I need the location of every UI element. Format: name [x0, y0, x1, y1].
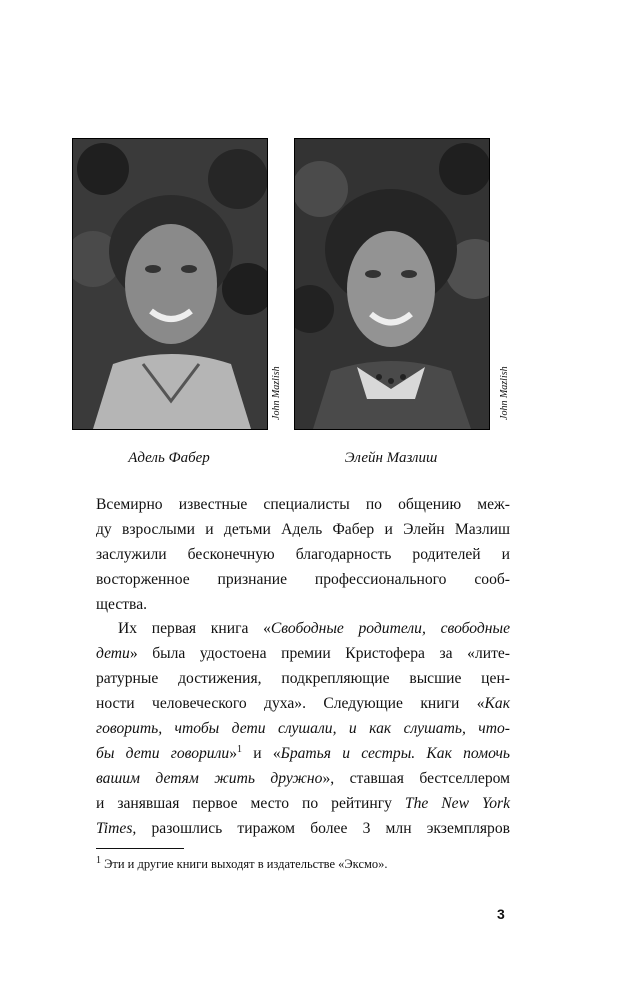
text-line — [96, 691, 510, 716]
paragraph-books — [96, 616, 510, 841]
text-line: ратурные достижения, подкрепляющие высшие цен- — [96, 670, 510, 687]
book-title: вашим детям жить дружно — [96, 770, 323, 787]
text-line — [96, 816, 510, 841]
book-title: Братья и сестры. Как помочь — [280, 745, 510, 762]
book-title: бы дети говорили — [96, 745, 230, 762]
footnote — [96, 854, 510, 872]
text-line: заслужили бесконечную благодарность родителей и — [96, 546, 510, 563]
author-photo-adele-faber — [72, 138, 268, 430]
author-photo-elaine-mazlish — [294, 138, 490, 430]
text-fragment: ности человеческого духа». Следующие книги « — [96, 695, 485, 712]
text-fragment: » — [229, 745, 237, 762]
text-line: ду взрослыми и детьми Адель Фабер и Элейн Мазлиш — [96, 521, 510, 538]
text-line — [96, 741, 510, 766]
text-line — [96, 766, 510, 791]
text-fragment: », ставшая бестселлером — [322, 770, 510, 787]
photo-credit-left: John Mazlish — [271, 366, 282, 420]
text-fragment: и « — [241, 745, 281, 762]
caption-adele-faber: Адель Фабер — [128, 450, 210, 466]
text-line: щества. — [96, 596, 148, 613]
text-fragment: и занявшая первое место по рейтингу — [96, 795, 405, 812]
book-title: Свободные родители, свободные — [270, 620, 510, 637]
newspaper-title: The New York — [404, 795, 510, 812]
text-line — [96, 641, 510, 666]
text-fragment: разошлись тиражом более 3 млн экземпляров — [136, 820, 510, 837]
text-fragment: » была удостоена премии Кристофера за «лите- — [129, 645, 510, 662]
text-line: Всемирно известные специалисты по общению меж- — [96, 496, 510, 513]
footnote-ref[interactable]: 1 — [236, 743, 242, 755]
caption-elaine-mazlish: Элейн Мазлиш — [344, 450, 438, 466]
book-title: Как — [484, 695, 510, 712]
newspaper-title: Times, — [96, 820, 137, 837]
text-fragment: Их первая книга « — [118, 620, 271, 637]
text-line: восторженное признание профессионального сооб- — [96, 571, 510, 588]
book-title: дети — [96, 645, 130, 662]
page-number: 3 — [497, 906, 505, 922]
footnote-divider — [96, 848, 184, 849]
footnote-text: Эти и другие книги выходят в издательстве «Эксмо». — [104, 857, 388, 871]
paragraph-intro — [96, 492, 510, 617]
text-line — [96, 616, 510, 641]
book-title-line: говорить, чтобы дети слушали, и как слушать, что- — [96, 720, 510, 737]
footnote-number: 1 — [96, 854, 101, 866]
photo-credit-right: John Mazlish — [499, 366, 510, 420]
text-line — [96, 791, 510, 816]
